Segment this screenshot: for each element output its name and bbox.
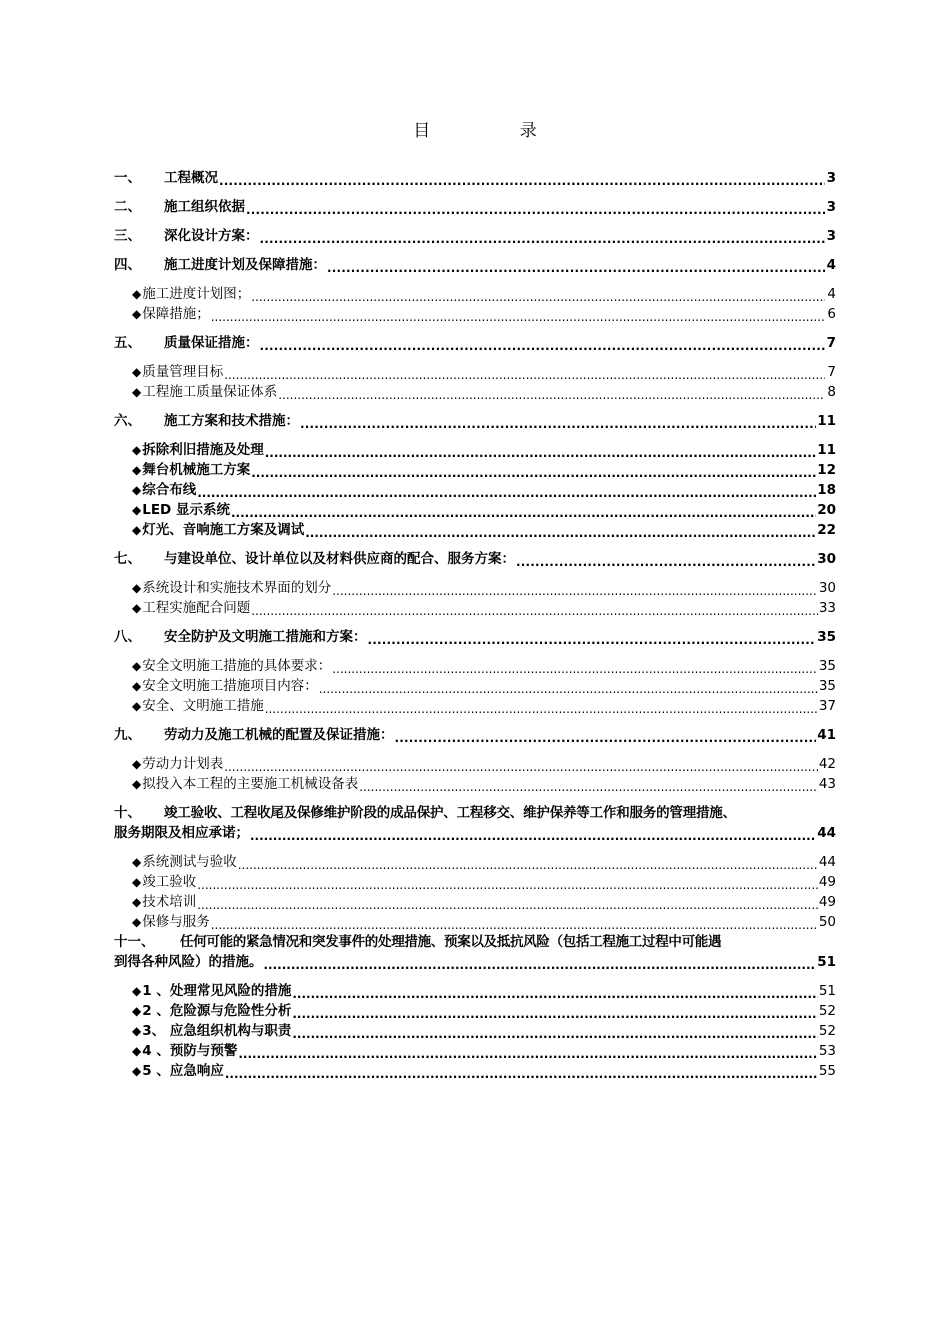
section-title: 质量保证措施： <box>164 335 259 351</box>
dot-leader <box>231 500 816 520</box>
item-title: 灯光、音响施工方案及调试 <box>142 522 305 538</box>
page-number: 30 <box>818 580 836 596</box>
toc-section-1[interactable] <box>114 168 836 188</box>
item-title: 竣工验收 <box>142 874 197 890</box>
dot-leader <box>238 1041 817 1061</box>
dot-leader <box>197 892 818 912</box>
section-title: 劳动力及施工机械的配置及保证措施： <box>164 727 394 743</box>
item-title: 安全、文明施工措施 <box>142 698 264 714</box>
dot-leader <box>292 1001 817 1021</box>
item-title: 工程施工质量保证体系 <box>142 384 278 400</box>
section-number: 五、 <box>114 335 141 351</box>
page-number: 11 <box>817 413 836 429</box>
toc-item[interactable] <box>114 500 836 520</box>
page-number: 8 <box>827 384 836 400</box>
page-number: 35 <box>818 678 836 694</box>
item-title: 3、 应急组织机构与职责 <box>142 1023 292 1039</box>
dot-leader <box>332 578 818 598</box>
diamond-bullet-icon: ◆ <box>132 463 142 477</box>
page-number: 51 <box>817 954 836 970</box>
toc-section-4[interactable] <box>114 255 836 275</box>
page-number: 52 <box>818 1023 836 1039</box>
item-title: 拟投入本工程的主要施工机械设备表 <box>142 776 359 792</box>
toc-item[interactable] <box>114 1061 836 1081</box>
diamond-bullet-icon: ◆ <box>132 984 142 998</box>
dot-leader <box>327 255 825 275</box>
toc-item[interactable] <box>114 598 836 618</box>
diamond-bullet-icon: ◆ <box>132 287 142 301</box>
page-number: 35 <box>817 629 836 645</box>
section-number: 四、 <box>114 257 141 273</box>
dot-leader <box>197 872 818 892</box>
page-number: 33 <box>818 600 836 616</box>
toc-section-10[interactable] <box>114 803 836 843</box>
toc-item[interactable] <box>114 656 836 676</box>
page-title: 目 录 <box>413 121 579 141</box>
section-number: 十、 <box>114 805 141 821</box>
diamond-bullet-icon: ◆ <box>132 365 142 379</box>
dot-leader <box>224 754 818 774</box>
section-title: 安全防护及文明施工措施和方案： <box>164 629 367 645</box>
toc-section-2[interactable] <box>114 197 836 217</box>
dot-leader <box>395 725 817 745</box>
section-number: 十一、 <box>114 934 155 950</box>
page-number: 7 <box>827 364 836 380</box>
diamond-bullet-icon: ◆ <box>132 1064 142 1078</box>
dot-leader <box>219 168 825 188</box>
diamond-bullet-icon: ◆ <box>132 679 142 693</box>
section-title: 施工方案和技术措施： <box>164 413 299 429</box>
toc-item[interactable] <box>114 754 836 774</box>
page-number: 51 <box>818 983 836 999</box>
dot-leader <box>260 226 826 246</box>
toc-item[interactable] <box>114 892 836 912</box>
toc-section-7[interactable] <box>114 549 836 569</box>
dot-leader <box>211 912 818 932</box>
page-number: 50 <box>818 914 836 930</box>
diamond-bullet-icon: ◆ <box>132 875 142 889</box>
toc-item[interactable] <box>114 1001 836 1021</box>
diamond-bullet-icon: ◆ <box>132 777 142 791</box>
toc-section-9[interactable] <box>114 725 836 745</box>
page-number: 49 <box>818 874 836 890</box>
diamond-bullet-icon: ◆ <box>132 757 142 771</box>
page-number: 53 <box>818 1043 836 1059</box>
section-title-line2: 服务期限及相应承诺； <box>114 825 249 841</box>
toc-section-3[interactable] <box>114 226 836 246</box>
section-number: 八、 <box>114 629 141 645</box>
page-number: 12 <box>817 462 836 478</box>
toc-item[interactable] <box>114 460 836 480</box>
diamond-bullet-icon: ◆ <box>132 483 142 497</box>
dot-leader <box>197 480 816 500</box>
diamond-bullet-icon: ◆ <box>132 443 142 457</box>
item-title: 系统测试与验收 <box>142 854 237 870</box>
section-title-line1: 竣工验收、工程收尾及保修维护阶段的成品保护、工程移交、维护保养等工作和服务的管理措施、 <box>164 805 736 821</box>
toc-item[interactable] <box>114 440 836 460</box>
item-title: 1 、处理常见风险的措施 <box>142 983 292 999</box>
section-title: 与建设单位、设计单位以及材料供应商的配合、服务方案： <box>164 551 515 567</box>
page-number: 37 <box>818 698 836 714</box>
page-number: 30 <box>817 551 836 567</box>
diamond-bullet-icon: ◆ <box>132 1044 142 1058</box>
dot-leader <box>260 333 826 353</box>
item-title: 技术培训 <box>142 894 197 910</box>
toc-item[interactable] <box>114 774 836 794</box>
toc-section-6[interactable] <box>114 411 836 431</box>
dot-leader <box>292 1021 817 1041</box>
dot-leader <box>305 520 816 540</box>
page-number: 41 <box>817 727 836 743</box>
section-title-line1: 任何可能的紧急情况和突发事件的处理措施、预案以及抵抗风险（包括工程施工过程中可能遇 <box>180 934 722 950</box>
item-title: 2 、危险源与危险性分析 <box>142 1003 292 1019</box>
dot-leader <box>368 627 817 647</box>
dot-leader <box>265 440 816 460</box>
item-title: 保障措施； <box>142 306 210 322</box>
section-title: 深化设计方案： <box>164 228 259 244</box>
diamond-bullet-icon: ◆ <box>132 307 142 321</box>
diamond-bullet-icon: ◆ <box>132 699 142 713</box>
item-title: 综合布线 <box>142 482 197 498</box>
page-number: 7 <box>826 335 836 351</box>
item-title: LED 显示系统 <box>142 502 230 518</box>
dot-leader <box>278 382 825 402</box>
diamond-bullet-icon: ◆ <box>132 895 142 909</box>
dot-leader <box>250 823 816 843</box>
toc-item[interactable] <box>114 981 836 1001</box>
toc-section-11[interactable] <box>114 932 836 972</box>
section-number: 二、 <box>114 199 141 215</box>
section-number: 六、 <box>114 413 141 429</box>
section-number: 三、 <box>114 228 141 244</box>
diamond-bullet-icon: ◆ <box>132 503 142 517</box>
dot-leader <box>300 411 816 431</box>
dot-leader <box>238 852 818 872</box>
page-number: 44 <box>818 854 836 870</box>
toc-item[interactable] <box>114 696 836 716</box>
item-title: 系统设计和实施技术界面的划分 <box>142 580 332 596</box>
section-title: 施工进度计划及保障措施： <box>164 257 326 273</box>
item-title: 安全文明施工措施的具体要求： <box>142 658 332 674</box>
toc-item[interactable] <box>114 480 836 500</box>
toc-item[interactable] <box>114 1041 836 1061</box>
page-number: 43 <box>818 776 836 792</box>
page-number: 3 <box>826 199 836 215</box>
dot-leader <box>251 460 816 480</box>
dot-leader <box>251 284 825 304</box>
page-number: 49 <box>818 894 836 910</box>
item-title: 拆除利旧措施及处理 <box>142 442 264 458</box>
diamond-bullet-icon: ◆ <box>132 1024 142 1038</box>
toc-item[interactable] <box>114 382 836 402</box>
page-number: 11 <box>817 442 836 458</box>
toc-item[interactable] <box>114 362 836 382</box>
dot-leader <box>292 981 817 1001</box>
toc-item[interactable] <box>114 304 836 324</box>
section-number: 一、 <box>114 170 141 186</box>
diamond-bullet-icon: ◆ <box>132 915 142 929</box>
section-title: 工程概况 <box>164 170 218 186</box>
dot-leader <box>224 362 825 382</box>
diamond-bullet-icon: ◆ <box>132 523 142 537</box>
dot-leader <box>264 952 817 972</box>
item-title: 施工进度计划图； <box>142 286 251 302</box>
table-of-contents <box>114 168 836 1081</box>
toc-section-5[interactable] <box>114 333 836 353</box>
item-title: 安全文明施工措施项目内容： <box>142 678 318 694</box>
toc-item[interactable] <box>114 520 836 540</box>
toc-item[interactable] <box>114 872 836 892</box>
toc-item[interactable] <box>114 912 836 932</box>
diamond-bullet-icon: ◆ <box>132 385 142 399</box>
diamond-bullet-icon: ◆ <box>132 601 142 615</box>
toc-item[interactable] <box>114 1021 836 1041</box>
dot-leader <box>265 696 818 716</box>
page-number: 18 <box>817 482 836 498</box>
page-number: 42 <box>818 756 836 772</box>
item-title: 工程实施配合问题 <box>142 600 251 616</box>
section-number: 七、 <box>114 551 141 567</box>
page-number: 52 <box>818 1003 836 1019</box>
dot-leader <box>516 549 816 569</box>
page-number: 55 <box>818 1063 836 1079</box>
dot-leader <box>251 598 818 618</box>
dot-leader <box>319 676 818 696</box>
toc-section-8[interactable] <box>114 627 836 647</box>
page-number: 22 <box>817 522 836 538</box>
toc-item[interactable] <box>114 284 836 304</box>
toc-item[interactable] <box>114 578 836 598</box>
item-title: 4 、预防与预警 <box>142 1043 238 1059</box>
page-number: 35 <box>818 658 836 674</box>
page-number: 6 <box>827 306 836 322</box>
page-number: 4 <box>827 286 836 302</box>
item-title: 质量管理目标 <box>142 364 224 380</box>
page-number: 4 <box>826 257 836 273</box>
dot-leader <box>332 656 818 676</box>
page-number: 3 <box>826 170 836 186</box>
item-title: 保修与服务 <box>142 914 210 930</box>
diamond-bullet-icon: ◆ <box>132 581 142 595</box>
page-number: 44 <box>817 825 836 841</box>
dot-leader <box>359 774 818 794</box>
diamond-bullet-icon: ◆ <box>132 855 142 869</box>
dot-leader <box>211 304 825 324</box>
item-title: 5 、应急响应 <box>142 1063 224 1079</box>
toc-item[interactable] <box>114 676 836 696</box>
section-title: 施工组织依据 <box>164 199 245 215</box>
page-number: 20 <box>817 502 836 518</box>
section-number: 九、 <box>114 727 141 743</box>
toc-item[interactable] <box>114 852 836 872</box>
section-title-line2: 到得各种风险）的措施。 <box>114 954 263 970</box>
item-title: 劳动力计划表 <box>142 756 224 772</box>
item-title: 舞台机械施工方案 <box>142 462 251 478</box>
dot-leader <box>225 1061 818 1081</box>
diamond-bullet-icon: ◆ <box>132 659 142 673</box>
dot-leader <box>246 197 825 217</box>
diamond-bullet-icon: ◆ <box>132 1004 142 1018</box>
page-number: 3 <box>826 228 836 244</box>
